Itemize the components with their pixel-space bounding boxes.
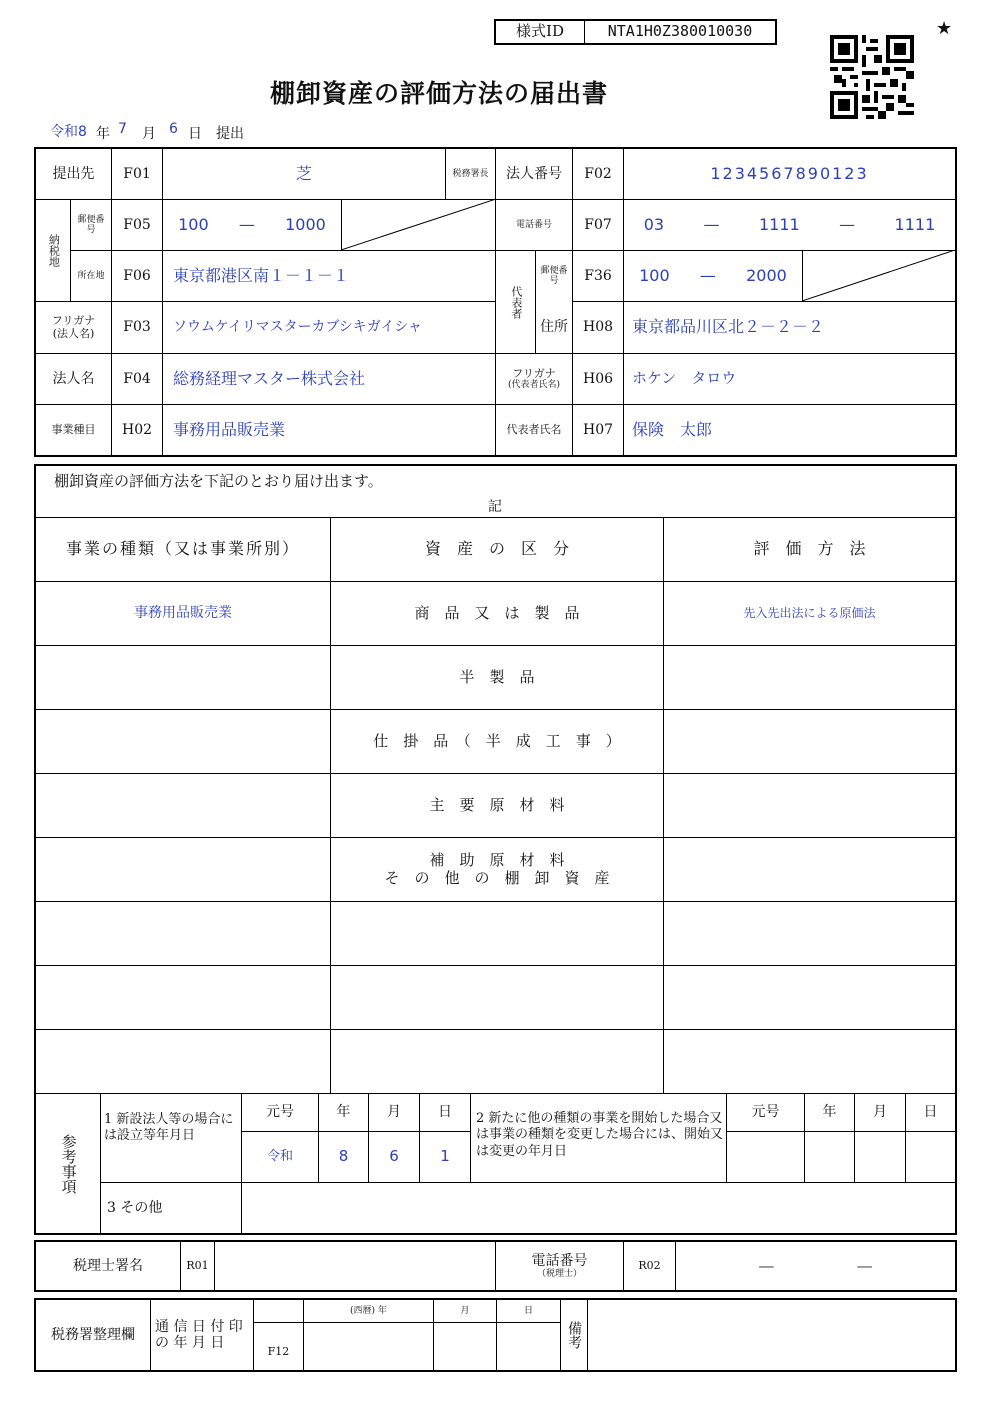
table-row-business[interactable]: 事務用品販売業 <box>134 605 232 622</box>
accountant-phone-field[interactable]: — — <box>758 1255 873 1275</box>
star-mark: ★ <box>936 18 953 39</box>
remarks-label: 備考 <box>566 1321 583 1349</box>
accountant-section: 税理士署名 R01 電話番号 （税理士） R02 — — <box>34 1240 957 1292</box>
ref-month-field[interactable]: 6 <box>389 1147 399 1166</box>
accountant-signature-field[interactable] <box>215 1242 495 1290</box>
remarks-field[interactable] <box>588 1300 955 1370</box>
table-row-business[interactable] <box>36 710 330 773</box>
reference-item2: 2 新たに他の種類の事業を開始した場合又は事業の種類を変更した場合には、開始又は変更の年月日 <box>476 1111 724 1159</box>
table-row-business[interactable] <box>36 838 330 901</box>
rep-name-field[interactable]: 保険 太郎 <box>632 419 713 439</box>
table-row-business[interactable] <box>36 1030 330 1093</box>
corp-name-field[interactable]: 総務経理マスター株式会社 <box>173 368 366 388</box>
intro-text: 棚卸資産の評価方法を下記のとおり届け出ます。 <box>54 472 383 490</box>
ref-year-field[interactable]: 8 <box>338 1147 349 1166</box>
diagonal-strike <box>802 250 955 301</box>
col-business-header: 事業の種類（又は事業所別） <box>65 539 300 559</box>
date-month: 7 <box>118 121 127 137</box>
table-row-asset[interactable] <box>331 1030 663 1093</box>
table-row-asset[interactable] <box>331 966 663 1029</box>
tax-office-field[interactable]: 芝 <box>295 163 312 183</box>
valuation-section: 棚卸資産の評価方法を下記のとおり届け出ます。 記 事業の種類（又は事業所別） 資 産 の 区 分 評 価 方 法 事務用品販売業 商 品 又 は 製 品 先入先出法による原価法 半 製 品 仕 掛 品 （ 半 成 工 事 ） 主 要 原 材 料 補 助 原 材 料 そ の 他 の 棚 卸 資 産 参考事項 1 新設法人等の場合には設立等年月日 元号 年 月 日 令和 8 6 1 2 新たに他の種類の事業を開始した場合又は事業の種類を変更した場合には、開始又は変更の年月日 元号 年 月 日 3 その他 <box>34 464 957 1235</box>
col-asset-header: 資 産 の 区 分 <box>424 539 569 559</box>
reference-item1: 1 新設法人等の場合には設立等年月日 <box>104 1112 234 1143</box>
rep-kana-field[interactable]: ホケン タロウ <box>632 369 737 388</box>
table-row-method[interactable] <box>664 902 955 965</box>
table-row-business[interactable] <box>36 646 330 709</box>
table-row-asset: 仕 掛 品 （ 半 成 工 事 ） <box>373 731 621 750</box>
table-row-business[interactable] <box>36 966 330 1029</box>
table-row-method[interactable] <box>664 710 955 773</box>
rep-postal-field[interactable]: 100 — 2000 <box>639 265 787 285</box>
corp-kana-field[interactable]: ソウムケイリマスターカブシキガイシャ <box>173 319 423 336</box>
form-id-label: 様式ID <box>516 22 564 41</box>
accountant-label: 税理士署名 <box>73 1257 143 1274</box>
submit-date-line: 令和8 年 7 月 6 日 提出 <box>50 121 244 142</box>
qr-code-icon <box>830 35 914 119</box>
table-row-asset: 半 製 品 <box>459 667 535 686</box>
rep-address-field[interactable]: 東京都品川区北２－２－２ <box>632 317 825 337</box>
table-row-method[interactable] <box>664 646 955 709</box>
table-row-method[interactable] <box>664 774 955 837</box>
ref-era-field[interactable]: 令和 <box>266 1148 293 1164</box>
table-row-asset: 商 品 又 は 製 品 <box>414 603 580 622</box>
table-row-asset[interactable] <box>331 902 663 965</box>
date-era: 令和8 <box>50 124 87 140</box>
page-title: 棚卸資産の評価方法の届出書 <box>270 79 609 108</box>
submit-to-label: 提出先 <box>52 165 95 182</box>
tax-place-label: 納税地 <box>47 234 61 267</box>
table-row-method[interactable] <box>664 1030 955 1093</box>
table-row-business[interactable] <box>36 902 330 965</box>
representative-label: 代表者 <box>509 285 523 319</box>
reference-label: 参考事項 <box>59 1133 78 1194</box>
filer-section: 提出先 F01 芝 税務署長 法人番号 F02 1234567890123 納税地 郵便番号 F05 100 — 1000 電話番号 F07 03 — 1111 — 1111 所在地 F06 東京都港区南１－１－１ 代表者 郵便番号 F36 100 — 2000 フリガナ (法人名) F03 ソウムケイリマスターカブシキガイシャ 住所 H08 東京都品川区北２－２－２ 法人名 F04 総務経理マスター株式会社 フリガナ (代表者氏名) H06 ホケン タロウ 事業種目 H02 事務用品販売業 代表者氏名 H07 保険 太郎 <box>34 147 957 457</box>
date-day: 6 <box>169 121 178 137</box>
address-field[interactable]: 東京都港区南１－１－１ <box>173 265 350 285</box>
table-row-asset: 補 助 原 材 料 そ の 他 の 棚 卸 資 産 <box>384 851 610 887</box>
table-row-asset: 主 要 原 材 料 <box>429 795 565 814</box>
office-use-label: 税務署整理欄 <box>51 1326 135 1343</box>
table-row-method[interactable] <box>664 838 955 901</box>
form-id-box <box>494 19 777 45</box>
col-method-header: 評 価 方 法 <box>753 539 866 559</box>
reference-item3: 3 その他 <box>107 1199 163 1216</box>
corp-number-field[interactable]: 1234567890123 <box>710 163 869 183</box>
table-row-method[interactable]: 先入先出法による原価法 <box>743 605 876 620</box>
phone-field[interactable]: 03 — 1111 — 1111 <box>643 214 936 234</box>
postal-code-field[interactable]: 100 — 1000 <box>178 214 326 234</box>
business-type-field[interactable]: 事務用品販売業 <box>173 419 286 439</box>
ki-label: 記 <box>488 499 502 515</box>
table-row-method[interactable] <box>664 966 955 1029</box>
ref-day-field[interactable]: 1 <box>440 1147 450 1166</box>
diagonal-strike <box>341 199 496 250</box>
form-id-value: NTA1H0Z380010030 <box>607 22 753 41</box>
table-row-business[interactable] <box>36 774 330 837</box>
office-use-section: 税務署整理欄 通 信 日 付 印 の 年 月 日 F12 (西暦) 年 月 日 備考 <box>34 1298 957 1372</box>
reference-other-field[interactable] <box>242 1183 955 1233</box>
